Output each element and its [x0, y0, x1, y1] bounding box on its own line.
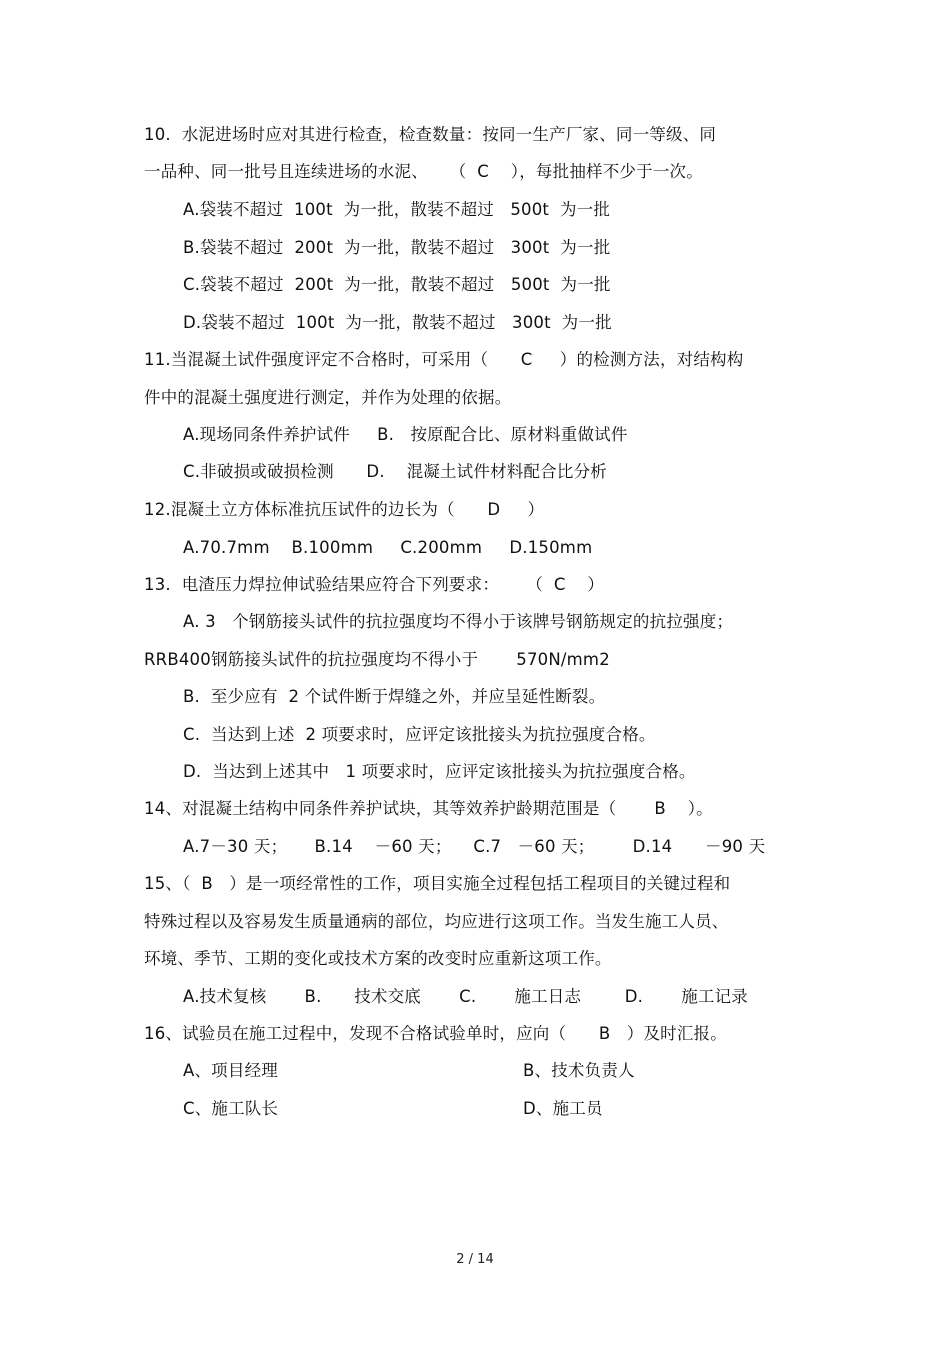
question-16-option-c: C、施工队长	[183, 1099, 279, 1118]
question-12-text: 12.混凝土立方体标准抗压试件的边长为（ D ）	[144, 500, 545, 519]
question-10-option-d: D.袋装不超过 100t 为一批，散装不超过 300t 为一批	[183, 313, 612, 332]
question-13-option-d: D. 当达到上述其中 1 项要求时，应评定该批接头为抗拉强度合格。	[183, 762, 696, 781]
question-16-option-a: A、项目经理	[183, 1061, 278, 1080]
question-10-option-a: A.袋装不超过 100t 为一批，散装不超过 500t 为一批	[183, 200, 611, 219]
question-11-options-cd: C.非破损或破损检测 D. 混凝土试件材料配合比分析	[183, 462, 607, 481]
question-13-option-a-cont: RRB400钢筋接头试件的抗拉强度均不得小于 570N/mm2	[144, 650, 610, 669]
question-13-option-c: C. 当达到上述 2 项要求时，应评定该批接头为抗拉强度合格。	[183, 725, 656, 744]
question-13-text: 13. 电渣压力焊拉伸试验结果应符合下列要求： （ C ）	[144, 575, 605, 594]
question-13-option-b: B. 至少应有 2 个试件断于焊缝之外，并应呈延性断裂。	[183, 687, 606, 706]
question-16-option-b: B、技术负责人	[523, 1061, 635, 1080]
question-14-text: 14、对混凝土结构中同条件养护试块，其等效养护龄期范围是（ B ）。	[144, 799, 713, 818]
question-12-options: A.70.7mm B.100mm C.200mm D.150mm	[183, 538, 593, 557]
question-10-option-c: C.袋装不超过 200t 为一批，散装不超过 500t 为一批	[183, 275, 611, 294]
question-16-option-d: D、施工员	[523, 1099, 603, 1118]
question-10-text: 10. 水泥进场时应对其进行检查，检查数量：按同一生产厂家、同一等级、同	[144, 125, 717, 144]
question-10-text-cont: 一品种、同一批号且连续进场的水泥、 （ C ），每批抽样不少于一次。	[144, 162, 703, 181]
question-11-options-ab: A.现场同条件养护试件 B. 按原配合比、原材料重做试件	[183, 425, 628, 444]
question-15-options: A.技术复核 B. 技术交底 C. 施工日志 D. 施工记录	[183, 987, 749, 1006]
question-15-text: 15、（ B ）是一项经常性的工作，项目实施全过程包括工程项目的关键过程和	[144, 874, 731, 893]
page-number: 2 / 14	[456, 1252, 494, 1267]
question-13-option-a: A. 3 个钢筋接头试件的抗拉强度均不得小于该牌号钢筋规定的抗拉强度；	[183, 612, 734, 631]
question-11-text-cont: 件中的混凝土强度进行测定，并作为处理的依据。	[144, 388, 512, 407]
question-14-options: A.7－30 天； B.14 －60 天； C.7 －60 天； D.14 －90 天	[183, 837, 766, 856]
question-11-text: 11.当混凝土试件强度评定不合格时，可采用（ C ）的检测方法，对结构构	[144, 350, 744, 369]
question-10-option-b: B.袋装不超过 200t 为一批，散装不超过 300t 为一批	[183, 238, 611, 257]
question-15-text-cont-2: 环境、季节、工期的变化或技术方案的改变时应重新这项工作。	[144, 949, 612, 968]
question-16-text: 16、试验员在施工过程中，发现不合格试验单时，应向（ B ）及时汇报。	[144, 1024, 727, 1043]
question-15-text-cont-1: 特殊过程以及容易发生质量通病的部位，均应进行这项工作。当发生施工人员、	[144, 912, 729, 931]
